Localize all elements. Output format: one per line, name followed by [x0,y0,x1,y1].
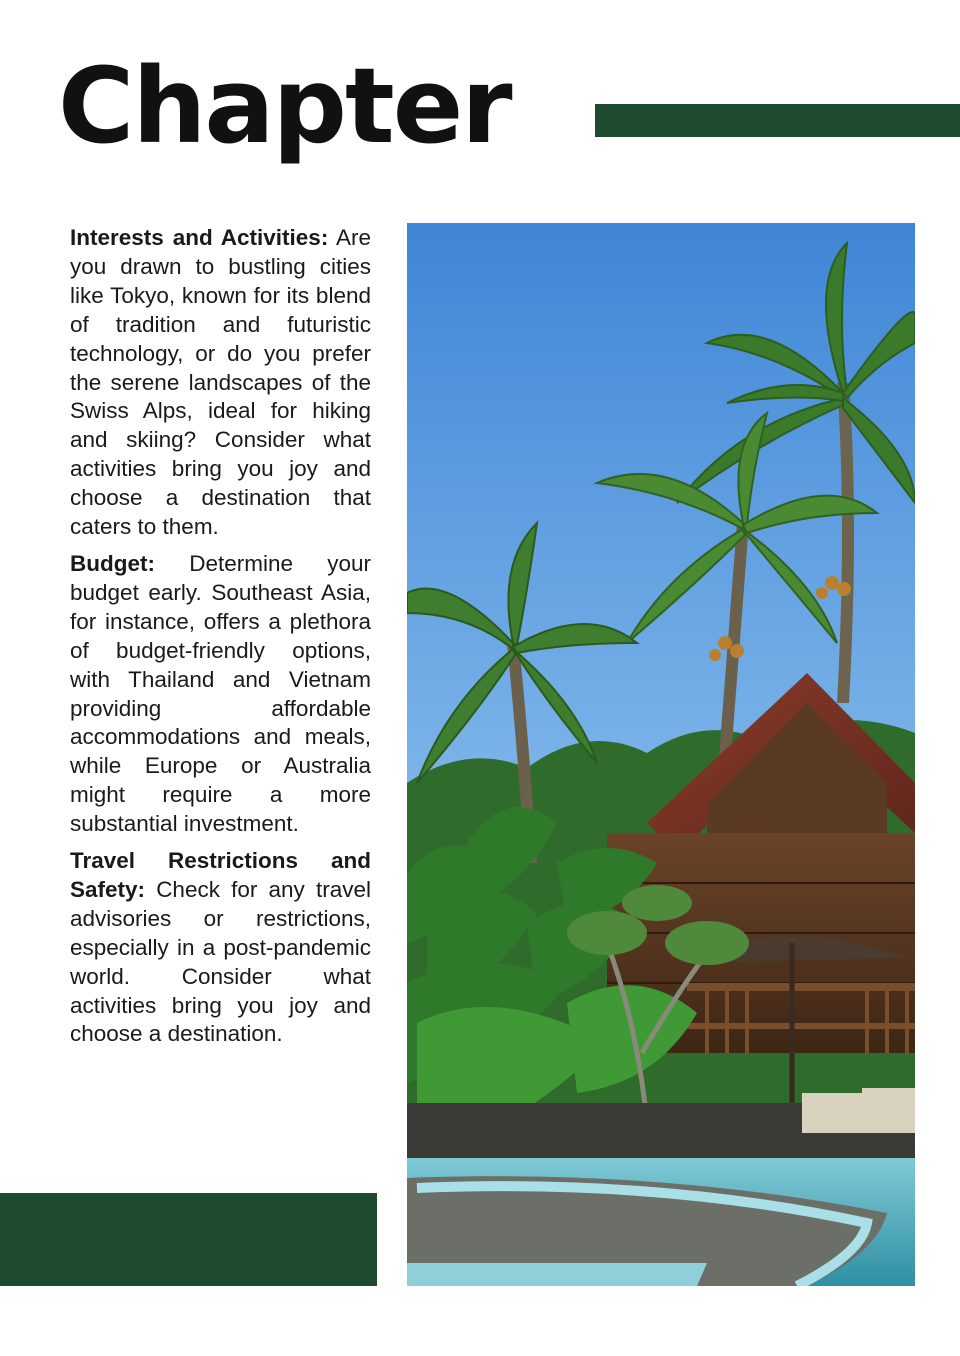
section-travel-restrictions [70,847,371,1049]
section-body: Are you drawn to bustling cities like Tokyo, known for its blend of tradition and futuristic technology, or do you prefer the serene landscapes of the Swiss Alps, ideal for hiking and skiing? Consider what activities bring you joy and choose a destination that caters to them. [70,225,371,540]
tropical-bungalow-photo [407,223,915,1286]
section-heading: Interests and Activities: [70,225,329,250]
section-heading: Travel Restrictions and Safety: [70,848,371,902]
page-title: Chapter [58,45,511,167]
section-interests [70,224,371,542]
section-body: Check for any travel advisories or restrictions, especially in a post-pandemic world. Consider what activities bring you joy and choose a destination. [70,876,371,1047]
accent-bar-bottom [0,1193,377,1286]
section-heading: Budget: [70,550,155,576]
section-budget [70,550,371,839]
accent-bar-top [595,104,960,137]
section-body: Determine your budget early. Southeast Asia, for instance, offers a plethora of budget-friendly options, with Thailand and Vietnam providing affordable accommodations and meals, while Europe or Australia might require a more substantial investment. [70,550,371,837]
text-column [70,224,371,1057]
